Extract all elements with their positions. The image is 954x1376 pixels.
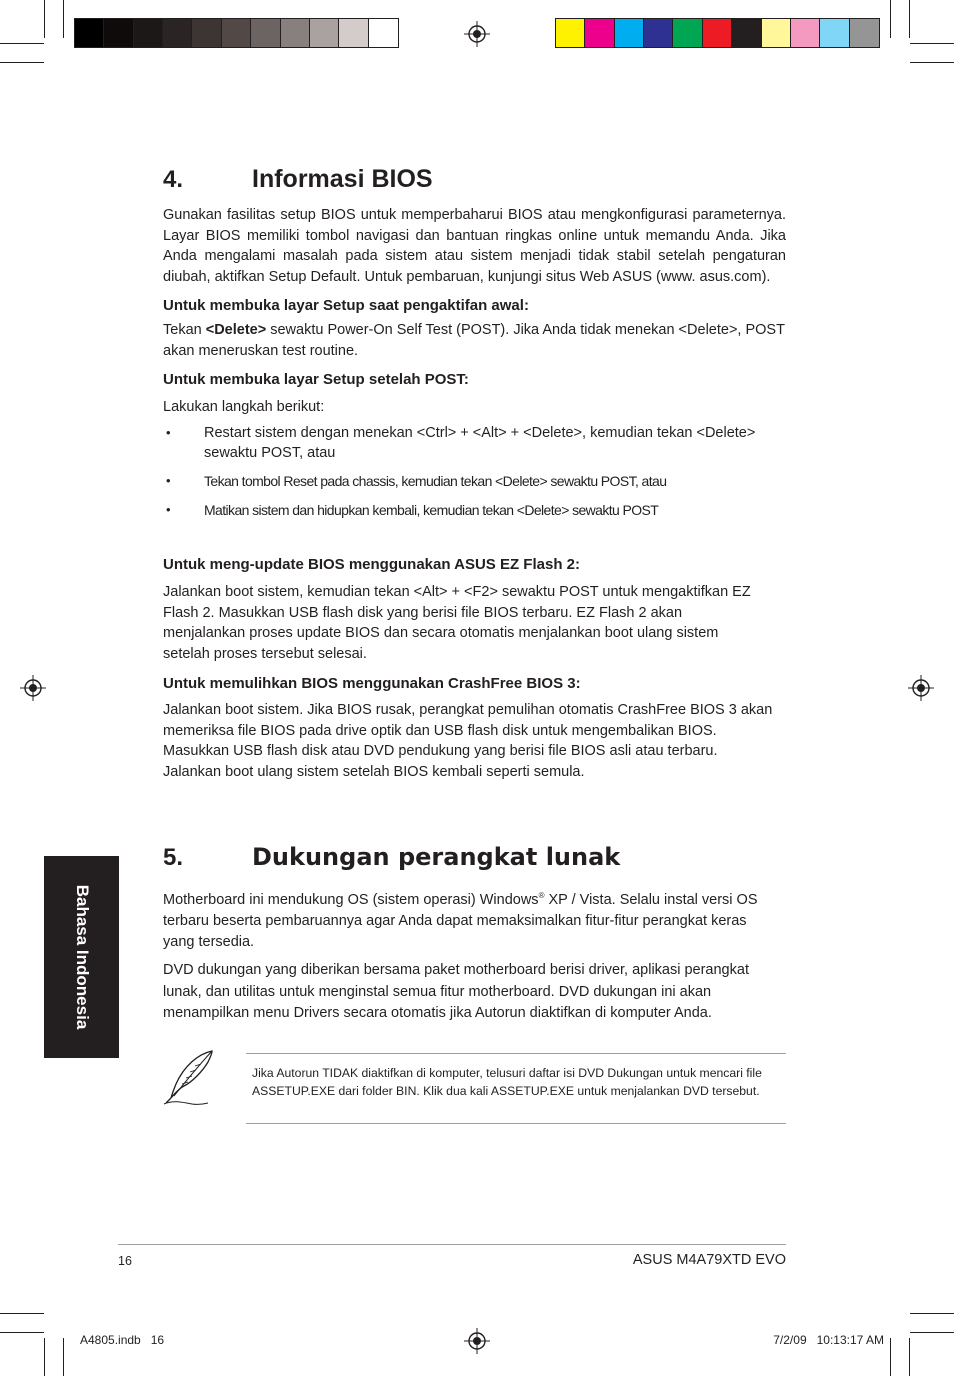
section-title: Dukungan perangkat lunak	[252, 843, 621, 871]
section-number: 4.	[163, 166, 184, 193]
crop-mark	[909, 0, 910, 38]
color-swatch	[310, 19, 339, 47]
crop-mark	[890, 1338, 891, 1376]
crop-mark	[910, 43, 954, 44]
subheading: Untuk memulihkan BIOS menggunakan CrashFree BIOS 3:	[163, 675, 581, 692]
slug-datetime: 7/2/09 10:13:17 AM	[773, 1333, 884, 1347]
crop-mark	[44, 1338, 45, 1376]
crop-mark	[44, 0, 45, 38]
grayscale-color-bar	[74, 18, 399, 48]
subheading: Untuk membuka layar Setup setelah POST:	[163, 371, 469, 388]
bullet-icon: •	[166, 473, 171, 488]
crop-mark	[0, 1332, 44, 1333]
feather-pen-icon	[162, 1048, 218, 1108]
page-number: 16	[118, 1254, 132, 1268]
crop-mark	[0, 62, 44, 63]
crop-mark	[0, 1313, 44, 1314]
list-item: Restart sistem dengan menekan <Ctrl> + <Alt> + <Delete>, kemudian tekan <Delete> sewaktu POST, atau	[204, 425, 756, 461]
color-swatch	[615, 19, 644, 47]
paragraph: Jalankan boot sistem. Jika BIOS rusak, perangkat pemulihan otomatis CrashFree BIOS 3 akan memeriksa file BIOS pada drive optik dan USB flash disk untuk mengembalikan BIOS. Masukkan USB flash disk atau DVD pendukung yang berisi file BIOS asli atau terbaru. Jalankan boot ulang sistem setelah BIOS kembali seperti semula.	[163, 702, 773, 780]
paragraph: DVD dukungan yang diberikan bersama paket motherboard berisi driver, aplikasi perangkat lunak, dan utilitas untuk menginstal semua fitur motherboard. DVD dukungan ini akan menampilkan menu Drivers secara otomatis jika Autorun diaktifkan di komputer Anda.	[163, 962, 749, 1021]
crop-mark	[890, 0, 891, 38]
color-swatch	[281, 19, 310, 47]
note-divider	[246, 1123, 786, 1124]
color-swatch	[192, 19, 221, 47]
key-delete: <Delete>	[205, 322, 267, 338]
color-swatch	[251, 19, 280, 47]
color-swatch	[339, 19, 368, 47]
color-swatch	[762, 19, 791, 47]
paragraph: Motherboard ini mendukung OS (sistem operasi) Windows® XP / Vista. Selalu instal versi OS terbaru beserta pembaruannya agar Anda dapat memaksimalkan fitur-fitur perangkat keras yang tersedia.	[163, 891, 758, 950]
process-color-bar	[555, 18, 880, 48]
list-item: Matikan sistem dan hidupkan kembali, kemudian tekan <Delete> sewaktu POST	[204, 502, 659, 518]
crop-mark	[63, 1338, 64, 1376]
paragraph: Jalankan boot sistem, kemudian tekan <Alt> + <F2> sewaktu POST untuk mengaktifkan EZ Flash 2. Masukkan USB flash disk yang berisi file BIOS terbaru. EZ Flash 2 akan menjalankan proses update BIOS dan secara otomatis menjalankan boot ulang sistem setelah proses tersebut selesai.	[163, 584, 751, 662]
registration-mark-icon	[908, 675, 934, 701]
bullet-icon: •	[166, 502, 171, 517]
footer-divider	[118, 1244, 786, 1245]
color-swatch	[104, 19, 133, 47]
crop-mark	[909, 1338, 910, 1376]
color-swatch	[644, 19, 673, 47]
product-name: ASUS M4A79XTD EVO	[632, 1252, 786, 1268]
section-title: Informasi BIOS	[252, 165, 433, 193]
section-number: 5.	[163, 844, 184, 871]
registration-mark-icon	[464, 21, 490, 47]
crop-mark	[0, 43, 44, 44]
language-side-tab: Bahasa Indonesia	[44, 856, 119, 1058]
registration-mark-icon	[20, 675, 46, 701]
subheading: Untuk membuka layar Setup saat pengaktifan awal:	[163, 297, 529, 314]
slug-file: A4805.indb 16	[80, 1333, 165, 1347]
section-intro: Gunakan fasilitas setup BIOS untuk memperbaharui BIOS atau mengkonfigurasi parameternya. Layar BIOS memiliki tombol navigasi dan bantuan ringkas online untuk memandu Anda. Jika Anda mengalami masalah pada sistem atau sistem menjadi tidak stabil setelah pengaturan diubah, aktifkan Setup Default. Untuk pembaruan, kunjungi situs Web ASUS (www. asus.com).	[163, 207, 786, 285]
color-swatch	[556, 19, 585, 47]
color-swatch	[732, 19, 761, 47]
color-swatch	[850, 19, 879, 47]
color-swatch	[163, 19, 192, 47]
crop-mark	[910, 1313, 954, 1314]
color-swatch	[820, 19, 849, 47]
color-swatch	[75, 19, 104, 47]
registration-mark-icon	[464, 1328, 490, 1354]
color-swatch	[222, 19, 251, 47]
paragraph: Lakukan langkah berikut:	[163, 399, 325, 415]
crop-mark	[910, 1332, 954, 1333]
bullet-icon: •	[166, 425, 171, 440]
color-swatch	[134, 19, 163, 47]
list-item: Tekan tombol Reset pada chassis, kemudian tekan <Delete> sewaktu POST, atau	[204, 473, 667, 489]
note-divider	[246, 1053, 786, 1054]
color-swatch	[585, 19, 614, 47]
color-swatch	[791, 19, 820, 47]
paragraph: Tekan <Delete> sewaktu Power-On Self Test (POST). Jika Anda tidak menekan <Delete>, POST akan meneruskan test routine.	[163, 322, 785, 359]
subheading: Untuk meng-update BIOS menggunakan ASUS EZ Flash 2:	[163, 556, 580, 573]
color-swatch	[369, 19, 398, 47]
note-text: Jika Autorun TIDAK diaktifkan di komputer, telusuri daftar isi DVD Dukungan untuk mencari file ASSETUP.EXE dari folder BIN. Klik dua kali ASSETUP.EXE untuk menjalankan DVD tersebut.	[252, 1066, 762, 1098]
crop-mark	[910, 62, 954, 63]
crop-mark	[63, 0, 64, 38]
color-swatch	[673, 19, 702, 47]
color-swatch	[703, 19, 732, 47]
